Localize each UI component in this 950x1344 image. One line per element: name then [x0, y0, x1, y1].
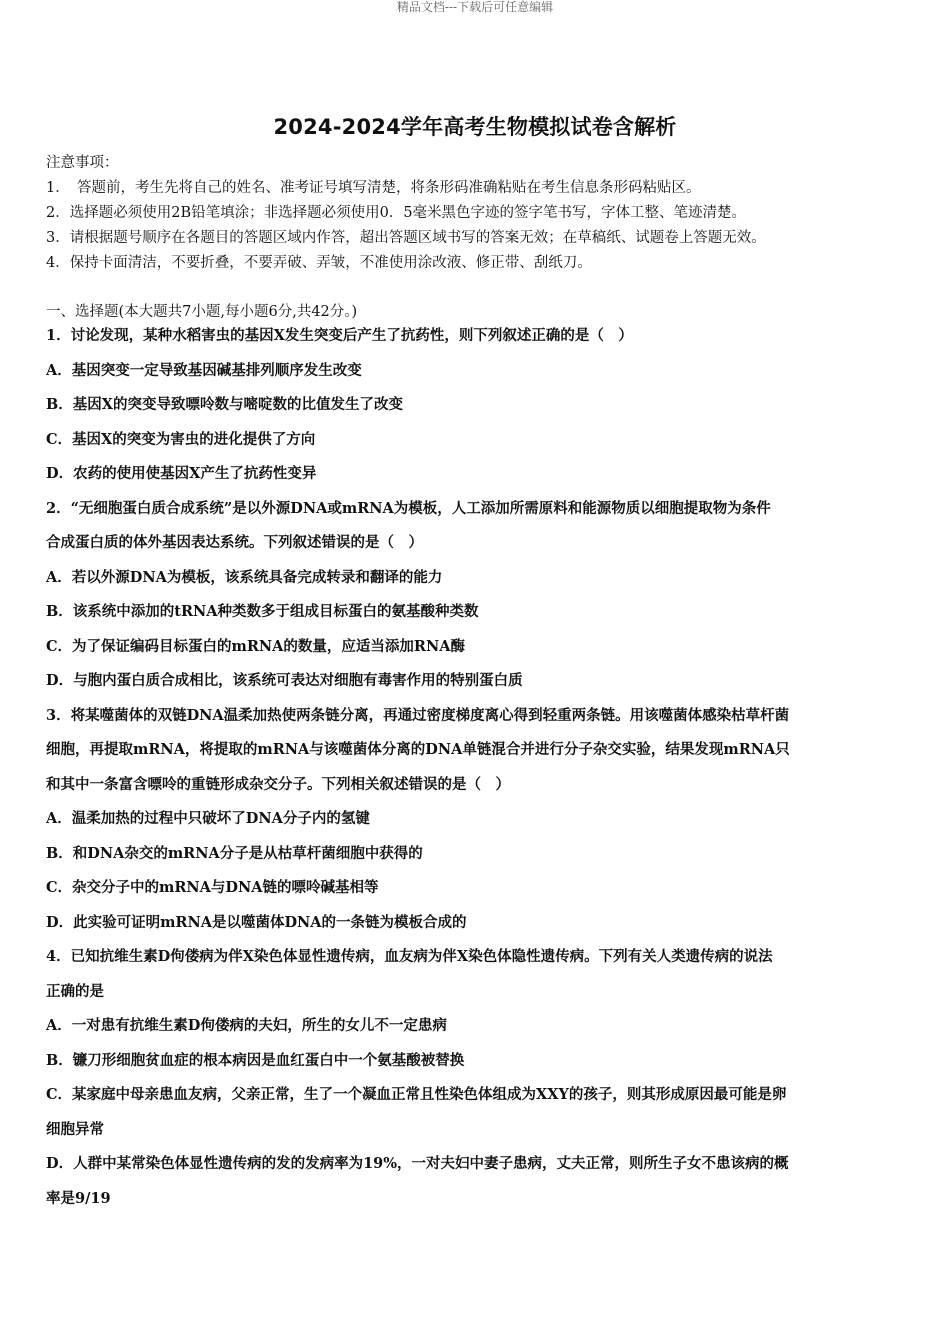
- answer-option: D．与胞内蛋白质合成相比，该系统可表达对细胞有毒害作用的特别蛋白质: [46, 672, 523, 689]
- header-note: 精品文档---下载后可任意编辑: [396, 0, 554, 14]
- answer-option-continuation: 率是9/19: [46, 1189, 111, 1207]
- question-stem: 合成蛋白质的体外基因表达系统。下列叙述错误的是（ ）: [46, 534, 423, 551]
- answer-option: D．此实验可证明mRNA是以噬菌体DNA的一条链为模板合成的: [46, 913, 467, 931]
- answer-option: B．该系统中添加的tRNA种类数多于组成目标蛋白的氨基酸种类数: [46, 603, 479, 620]
- notice-item: 3．请根据题号顺序在各题目的答题区域内作答，超出答题区域书写的答案无效；在草稿纸、试题卷上答题无效。: [46, 230, 766, 246]
- question-stem: 和其中一条富含嘌呤的重链形成杂交分子。下列相关叙述错误的是（ ）: [46, 775, 510, 793]
- question-stem: 细胞，再提取mRNA，将提取的mRNA与该噬菌体分离的DNA单链混合并进行分子杂交实验，结果发现mRNA只: [46, 741, 790, 758]
- answer-option: A．一对患有抗维生素D佝偻病的夫妇，所生的女儿不一定患病: [46, 1017, 447, 1034]
- question-stem: 3．将某噬菌体的双链DNA温柔加热使两条链分离，再通过密度梯度离心得到轻重两条链。用该噬菌体感染枯草杆菌: [46, 706, 790, 724]
- answer-option: A．温柔加热的过程中只破坏了DNA分子内的氢键: [46, 810, 370, 827]
- answer-option: B．和DNA杂交的mRNA分子是从枯草杆菌细胞中获得的: [46, 844, 423, 862]
- answer-option: D．人群中某常染色体显性遗传病的发的发病率为19%，一对夫妇中妻子患病，丈夫正常，则所生子女不患该病的概: [46, 1155, 789, 1172]
- answer-option-continuation: 细胞异常: [46, 1120, 104, 1138]
- notice-heading: 注意事项：: [46, 155, 119, 171]
- answer-option: C．某家庭中母亲患血友病，父亲正常，生了一个凝血正常且性染色体组成为XXY的孩子，则其形成原因最可能是卵: [46, 1086, 787, 1103]
- answer-option: C．杂交分子中的mRNA与DNA链的嘌呤碱基相等: [46, 879, 379, 896]
- answer-option: B．基因X的突变导致嘌呤数与嘧啶数的比值发生了改变: [46, 396, 404, 413]
- answer-option: A．基因突变一定导致基因碱基排列顺序发生改变: [46, 361, 362, 379]
- page-title: 2024-2024学年高考生物模拟试卷含解析: [273, 115, 677, 139]
- notice-block: [46, 151, 916, 276]
- answer-option: C．为了保证编码目标蛋白的mRNA的数量，应适当添加RNA酶: [46, 637, 465, 655]
- answer-option: D．农药的使用使基因X产生了抗药性变异: [46, 465, 317, 482]
- question-stem: 4．已知抗维生素D佝偻病为伴X染色体显性遗传病，血友病为伴X染色体隐性遗传病。下列有关人类遗传病的说法: [46, 948, 773, 965]
- question-stem: 正确的是: [46, 982, 104, 1000]
- notice-item: 2．选择题必须使用2B铅笔填涂；非选择题必须使用0．5毫米黑色字迹的签字笔书写，字体工整、笔迹清楚。: [46, 205, 747, 221]
- answer-option: C．基因X的突变为害虫的进化提供了方向: [46, 430, 316, 448]
- question-stem: 2．“无细胞蛋白质合成系统”是以外源DNA或mRNA为模板，人工添加所需原料和能源物质以细胞提取物为条件: [46, 499, 771, 517]
- question-list: [46, 324, 906, 1221]
- question-stem: 1．讨论发现，某种水稻害虫的基因X发生突变后产生了抗药性，则下列叙述正确的是（ ）: [46, 327, 633, 344]
- notice-item: 4．保持卡面清洁，不要折叠，不要弄破、弄皱，不准使用涂改液、修正带、刮纸刀。: [46, 255, 592, 271]
- answer-option: A．若以外源DNA为模板，该系统具备完成转录和翻译的能力: [46, 568, 443, 586]
- notice-item: 1． 答题前，考生先将自己的姓名、准考证号填写清楚，将条形码准确粘贴在考生信息条形码粘贴区。: [46, 180, 701, 196]
- section-heading: 一、选择题(本大题共7小题,每小题6分,共42分。): [46, 304, 358, 320]
- answer-option: B．镰刀形细胞贫血症的根本病因是血红蛋白中一个氨基酸被替换: [46, 1051, 465, 1069]
